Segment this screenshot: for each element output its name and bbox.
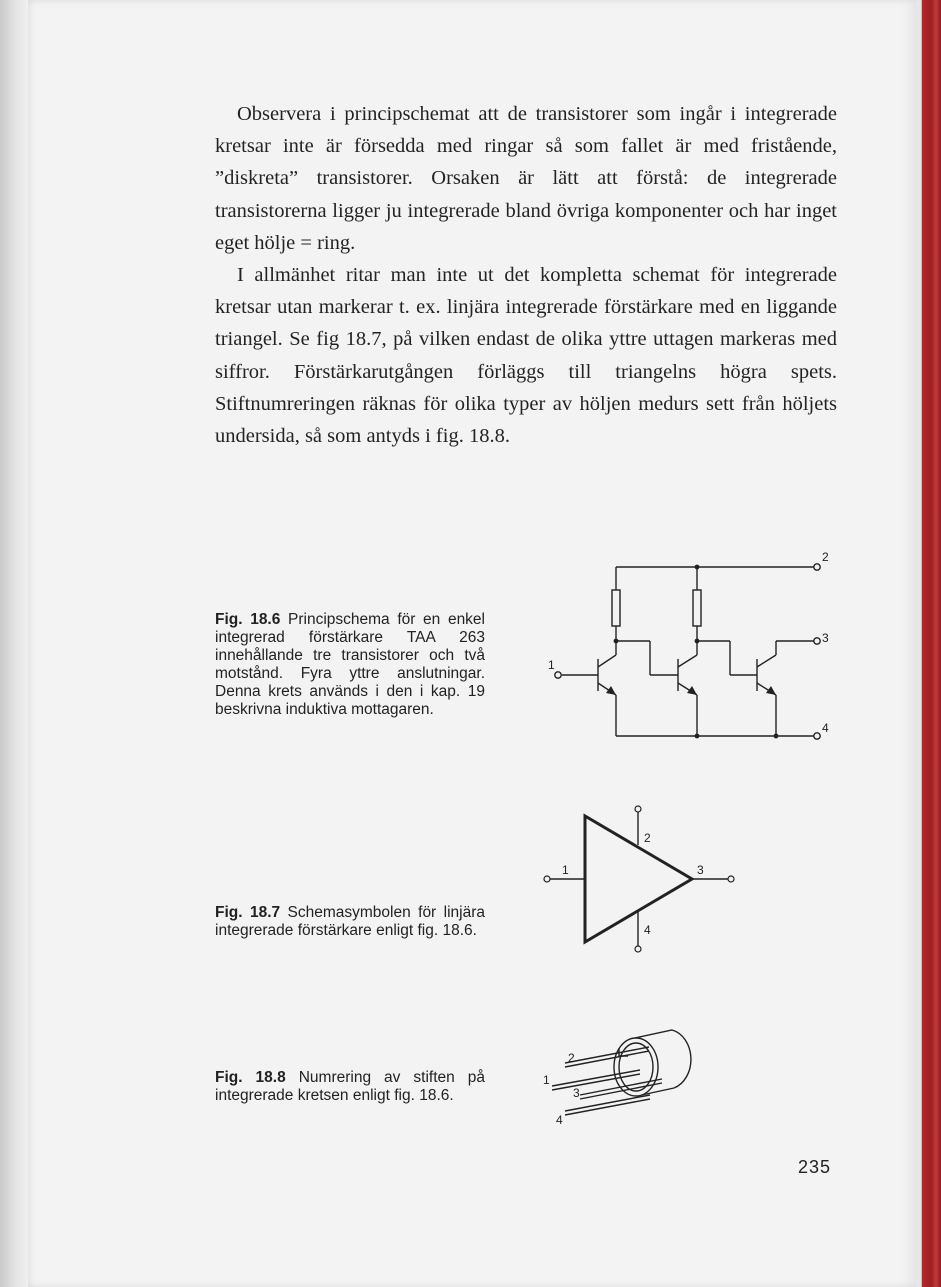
fig-18-6-pin-4: 4 [822, 721, 829, 735]
fig-18-8-caption [215, 1069, 485, 1105]
fig-18-7-label: Fig. 18.7 [215, 904, 281, 921]
fig-18-6-caption-text: Principschema för en enkel integrerad förstärkare TAA 263 innehållande tre transistorer och två motstånd. Fyra yttre anslutningar. Denna krets används i den i kap. 19 beskrivna induktiva mottagaren. [215, 611, 485, 718]
fig-18-6-pin-2: 2 [822, 550, 829, 564]
body-text [215, 98, 837, 452]
fig-18-7-pin-3: 3 [697, 863, 704, 877]
fig-18-7-caption-text: Schemasymbolen för linjära integrerade förstärkare enligt fig. 18.6. [215, 904, 485, 939]
fig-18-7-pin-1: 1 [562, 863, 569, 877]
book-gutter [0, 0, 30, 1287]
fig-18-7-caption [215, 904, 485, 940]
fig-18-8-pin-numbering [540, 1020, 710, 1135]
page-number: 235 [798, 1157, 832, 1177]
fig-18-6-schematic [540, 545, 840, 750]
fig-18-8-pin-3: 3 [573, 1086, 580, 1100]
fig-18-8-pin-1: 1 [543, 1073, 550, 1087]
fig-18-8-caption-text: Numrering av stiften på integrerade kretsen enligt fig. 18.6. [215, 1069, 485, 1104]
fig-18-6-caption [215, 611, 485, 719]
fig-18-6-pin-1: 1 [548, 658, 555, 672]
fig-18-6-label: Fig. 18.6 [215, 611, 281, 628]
book-cover-edge [916, 0, 941, 1287]
fig-18-7-pin-4: 4 [644, 923, 651, 937]
paragraph-1: Observera i principschemat att de transistorer som ingår i integrerade kretsar inte är försedda med ringar så som fallet är med fristående, ”diskreta” transistorer. Orsaken är lätt att förstå: de integrerade transistorerna ligger ju integrerade bland övriga komponenter och har inget eget hölje = ring. [215, 103, 837, 254]
fig-18-7-pin-2: 2 [644, 831, 651, 845]
fig-18-7-amplifier-symbol [540, 800, 740, 960]
fig-18-6-pin-3: 3 [822, 631, 829, 645]
fig-18-8-pin-4: 4 [556, 1113, 563, 1127]
fig-18-8-label: Fig. 18.8 [215, 1069, 286, 1086]
paragraph-2: I allmänhet ritar man inte ut det kompletta schemat för integrerade kretsar utan markerar t. ex. linjära integrerade förstärkare med en liggande triangel. Se fig 18.7, på vilken endast de olika yttre uttagen markeras med siffror. Förstärkarutgången förläggs till triangelns högra spets. Stiftnumreringen räknas för olika typer av höljen medurs sett från höljets undersida, så som antyds i fig. 18.8. [215, 264, 837, 448]
fig-18-8-pin-2: 2 [568, 1051, 575, 1065]
